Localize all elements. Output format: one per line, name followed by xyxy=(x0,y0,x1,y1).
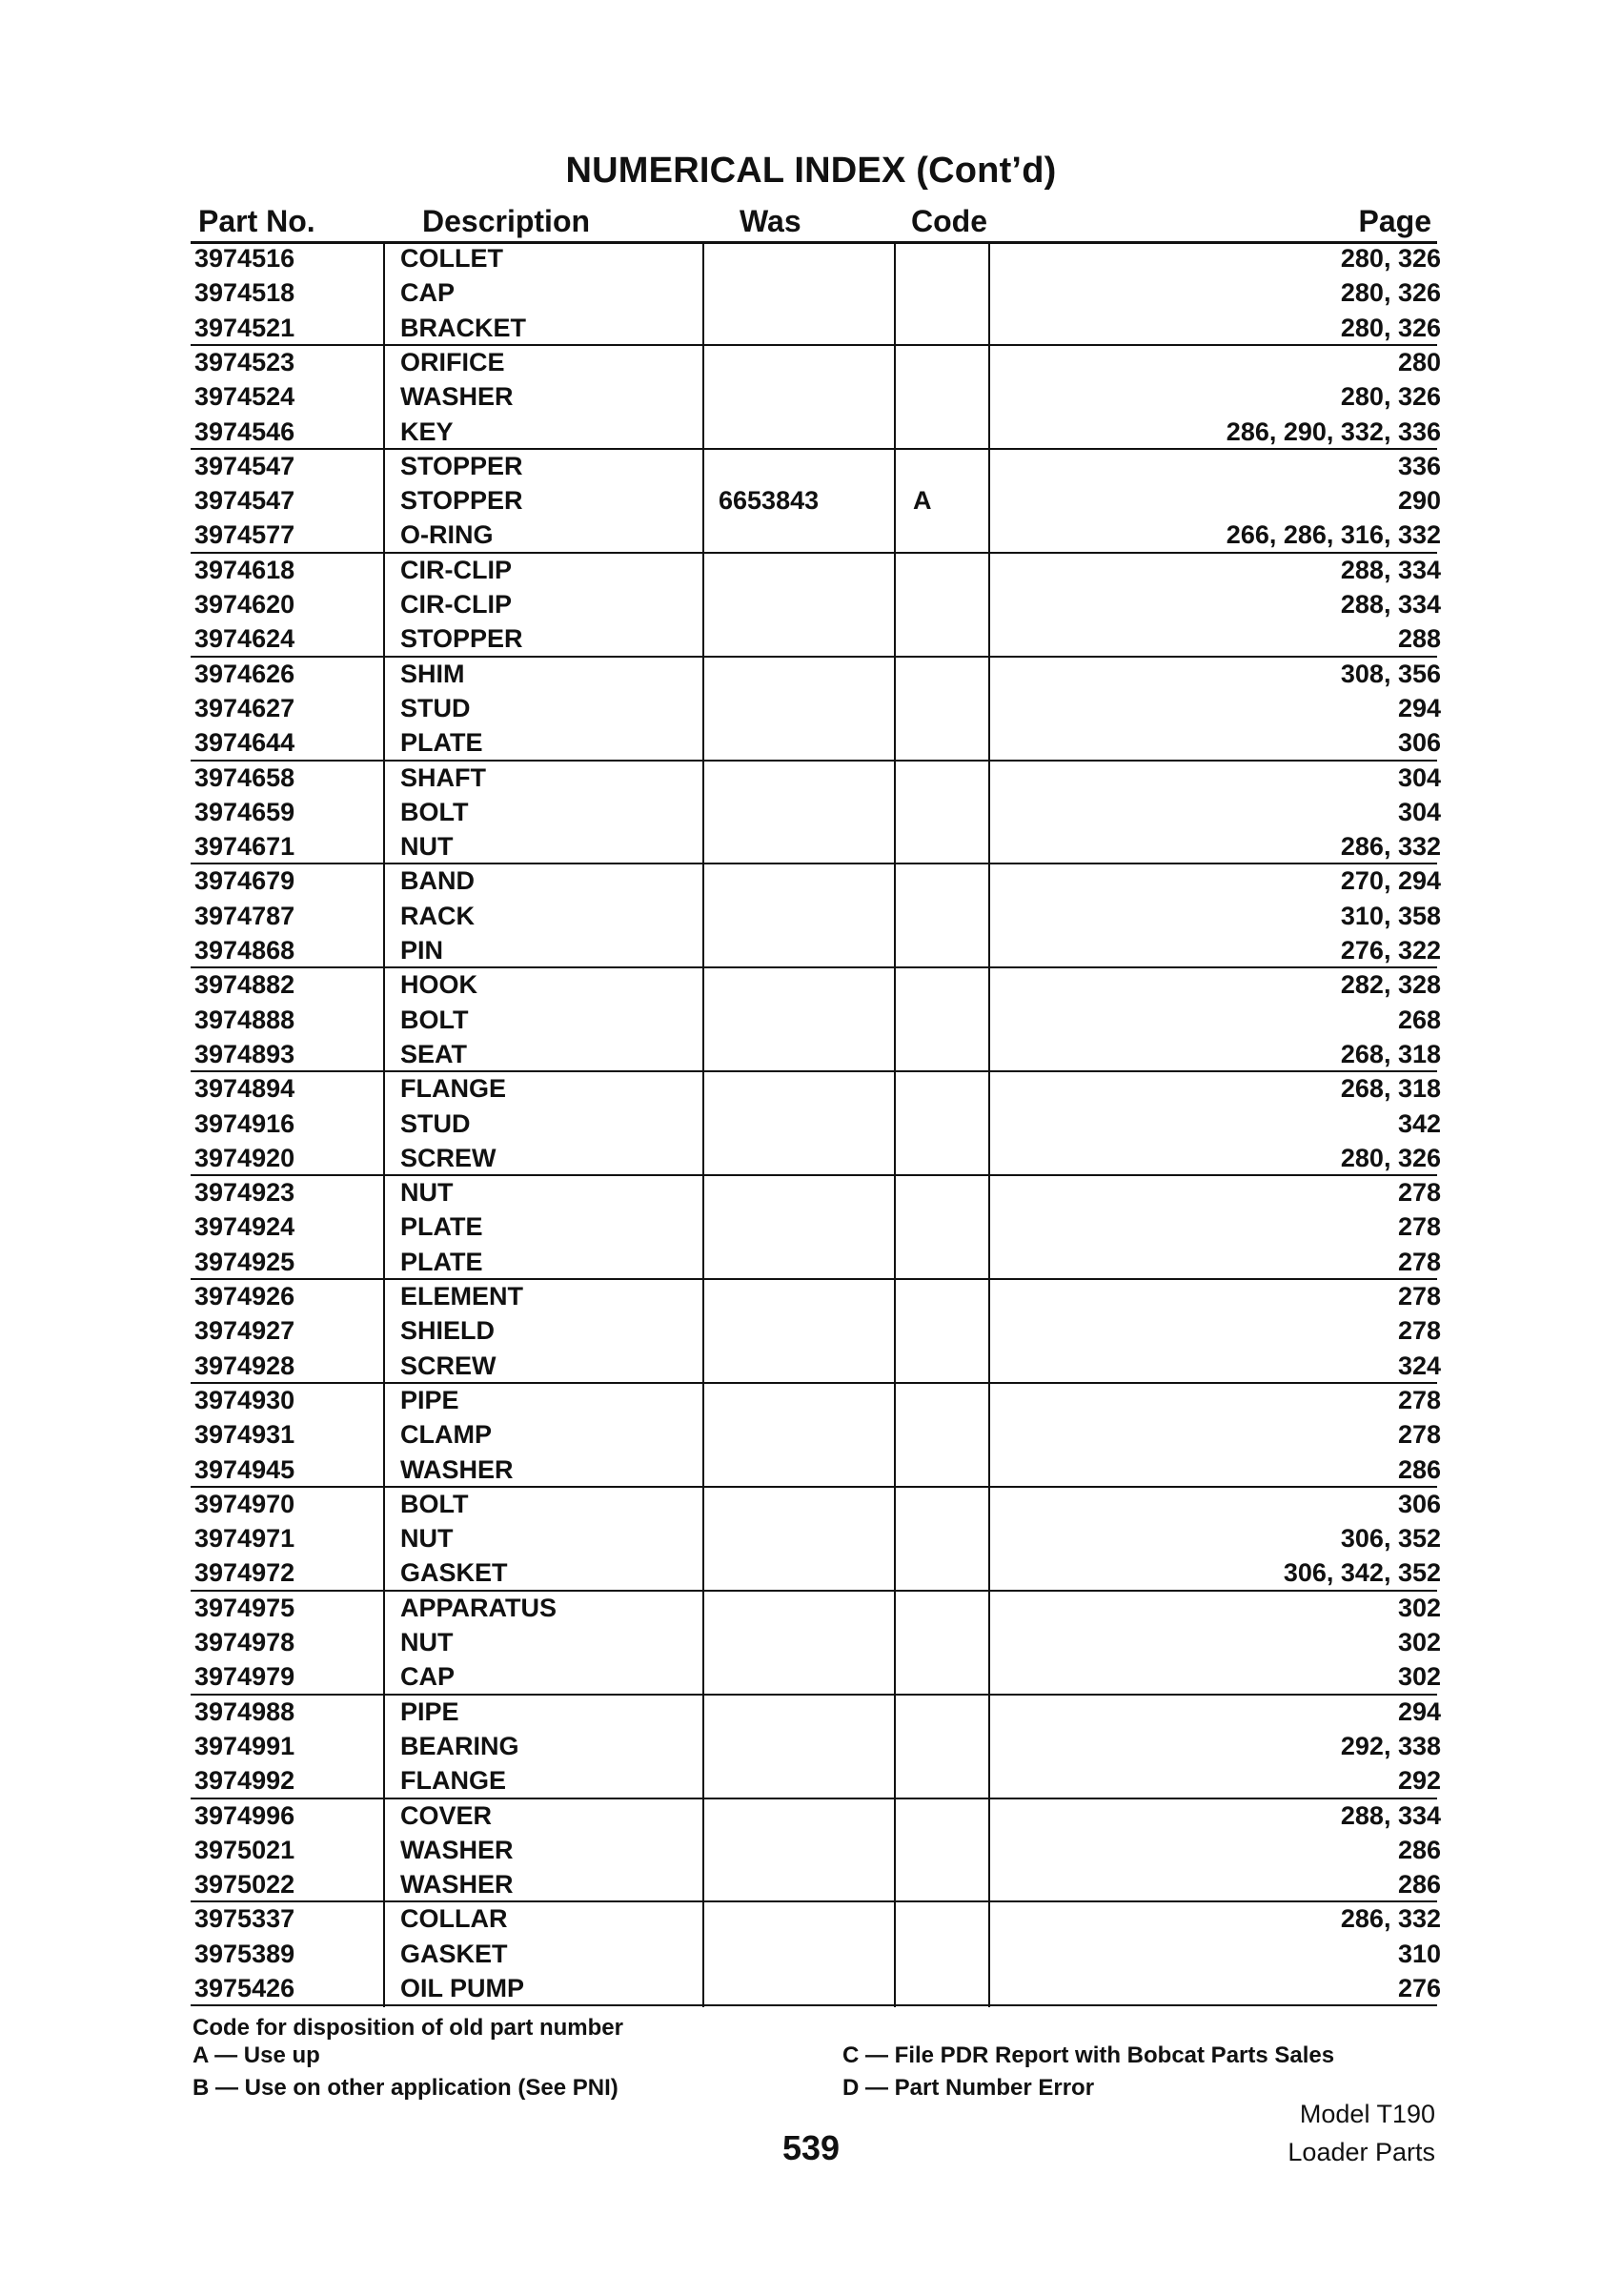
page-cell: 268, 318 xyxy=(1340,1074,1441,1104)
part-number-cell: 3975021 xyxy=(194,1835,295,1864)
description-cell: BOLT xyxy=(400,797,469,826)
description-cell: COLLAR xyxy=(400,1904,508,1934)
part-number-cell: 3974868 xyxy=(194,936,295,965)
page-cell: 278 xyxy=(1397,1316,1441,1346)
description-cell: SCREW xyxy=(400,1351,497,1380)
description-cell: BEARING xyxy=(400,1731,519,1760)
legend-code-a: A — Use up xyxy=(193,2042,320,2068)
page-cell: 304 xyxy=(1397,797,1441,826)
description-cell: NUT xyxy=(400,832,454,862)
page-cell: 308, 356 xyxy=(1340,659,1441,688)
footer-section: Loader Parts xyxy=(1287,2138,1435,2166)
column-header-page: Page xyxy=(1358,204,1431,238)
description-cell: CIR-CLIP xyxy=(400,590,512,619)
part-number-cell: 3974970 xyxy=(194,1489,295,1518)
part-number-cell: 3974882 xyxy=(194,970,295,1000)
part-number-cell: 3974624 xyxy=(194,624,295,654)
page-cell: 306, 342, 352 xyxy=(1283,1558,1441,1588)
description-cell: WASHER xyxy=(400,1454,514,1484)
description-cell: APPARATUS xyxy=(400,1593,558,1622)
page-cell: 282, 328 xyxy=(1340,970,1441,1000)
description-cell: STUD xyxy=(400,1108,471,1138)
description-cell: OIL PUMP xyxy=(400,1974,525,2002)
description-cell: BAND xyxy=(400,866,475,896)
group-rule xyxy=(191,344,1437,346)
page-cell: 294 xyxy=(1397,1697,1441,1726)
legend-code-b: B — Use on other application (See PNI) xyxy=(193,2075,618,2101)
page-cell: 294 xyxy=(1397,693,1441,722)
group-rule xyxy=(191,552,1437,554)
part-number-cell: 3974787 xyxy=(194,901,295,930)
group-rule xyxy=(191,966,1437,968)
description-cell: PLATE xyxy=(400,728,483,758)
group-rule xyxy=(191,760,1437,762)
description-cell: PLATE xyxy=(400,1247,483,1276)
part-number-cell: 3974577 xyxy=(194,520,295,550)
column-divider xyxy=(702,243,704,2007)
page-cell: 304 xyxy=(1397,762,1441,792)
description-cell: SHIELD xyxy=(400,1316,496,1346)
part-number-cell: 3974972 xyxy=(194,1558,295,1588)
was-cell: 6653843 xyxy=(719,486,820,516)
description-cell: STOPPER xyxy=(400,486,523,516)
description-cell: NUT xyxy=(400,1524,454,1554)
page-cell: 288 xyxy=(1397,624,1441,654)
part-number-cell: 3974516 xyxy=(194,244,295,273)
description-cell: FLANGE xyxy=(400,1766,506,1796)
group-rule xyxy=(191,1590,1437,1592)
part-number-cell: 3974547 xyxy=(194,486,295,516)
legend-heading: Code for disposition of old part number xyxy=(193,2015,623,2041)
description-cell: GASKET xyxy=(400,1939,508,1968)
column-header-code: Code xyxy=(911,204,987,238)
part-number-cell: 3975337 xyxy=(194,1904,295,1934)
page-cell: 268, 318 xyxy=(1340,1039,1441,1068)
page-cell: 302 xyxy=(1397,1593,1441,1622)
part-number-cell: 3974659 xyxy=(194,797,295,826)
part-number-cell: 3974992 xyxy=(194,1766,295,1796)
part-number-cell: 3974971 xyxy=(194,1524,295,1554)
description-cell: BOLT xyxy=(400,1489,469,1518)
group-rule xyxy=(191,863,1437,864)
description-cell: NUT xyxy=(400,1178,454,1208)
description-cell: CIR-CLIP xyxy=(400,555,512,584)
part-number-cell: 3974996 xyxy=(194,1800,295,1830)
part-number-cell: 3974928 xyxy=(194,1351,295,1380)
description-cell: O-RING xyxy=(400,520,494,550)
description-cell: STUD xyxy=(400,693,471,722)
description-cell: CAP xyxy=(400,1662,456,1692)
description-cell: WASHER xyxy=(400,1835,514,1864)
page-cell: 292, 338 xyxy=(1340,1731,1441,1760)
page-cell: 286, 290, 332, 336 xyxy=(1226,417,1441,446)
page-cell: 336 xyxy=(1397,451,1441,480)
page-cell: 270, 294 xyxy=(1340,866,1441,896)
description-cell: CLAMP xyxy=(400,1420,492,1450)
part-number-cell: 3974644 xyxy=(194,728,295,758)
description-cell: COVER xyxy=(400,1800,493,1830)
page-cell: 268 xyxy=(1397,1005,1441,1034)
legend-code-d: D — Part Number Error xyxy=(842,2075,1095,2101)
part-number-cell: 3974518 xyxy=(194,278,295,308)
group-rule xyxy=(191,448,1437,450)
page-number: 539 xyxy=(781,2128,841,2167)
description-cell: FLANGE xyxy=(400,1074,506,1104)
page-cell: 280, 326 xyxy=(1340,313,1441,342)
description-cell: WASHER xyxy=(400,382,514,412)
column-divider xyxy=(988,243,990,2007)
part-number-cell: 3975022 xyxy=(194,1870,295,1900)
part-number-cell: 3974924 xyxy=(194,1212,295,1242)
part-number-cell: 3974991 xyxy=(194,1731,295,1760)
description-cell: SHAFT xyxy=(400,762,486,792)
part-number-cell: 3974679 xyxy=(194,866,295,896)
page-cell: 280 xyxy=(1397,347,1441,376)
column-header-description: Description xyxy=(422,204,591,238)
page-cell: 278 xyxy=(1397,1385,1441,1414)
column-divider xyxy=(383,243,385,2007)
page-cell: 306, 352 xyxy=(1340,1524,1441,1554)
description-cell: BRACKET xyxy=(400,313,526,342)
part-number-cell: 3974547 xyxy=(194,451,295,480)
page-title: NUMERICAL INDEX (Cont’d) xyxy=(565,151,1057,191)
description-cell: COLLET xyxy=(400,244,503,273)
page-cell: 292 xyxy=(1397,1766,1441,1796)
description-cell: STOPPER xyxy=(400,624,523,654)
page-cell: 290 xyxy=(1397,486,1441,516)
group-rule xyxy=(191,1798,1437,1799)
page-cell: 342 xyxy=(1397,1108,1441,1138)
footer-model: Model T190 xyxy=(1299,2100,1435,2128)
page-cell: 286 xyxy=(1397,1835,1441,1864)
group-rule xyxy=(191,1900,1437,1902)
part-number-cell: 3974893 xyxy=(194,1039,295,1068)
page-cell: 288, 334 xyxy=(1340,555,1441,584)
page-cell: 280, 326 xyxy=(1340,1143,1441,1172)
group-rule xyxy=(191,1694,1437,1696)
description-cell: PIPE xyxy=(400,1385,459,1414)
column-header-was: Was xyxy=(740,204,801,238)
part-number-cell: 3974894 xyxy=(194,1074,295,1104)
description-cell: SCREW xyxy=(400,1143,497,1172)
page-cell: 288, 334 xyxy=(1340,590,1441,619)
part-number-cell: 3974926 xyxy=(194,1282,295,1311)
description-cell: SEAT xyxy=(400,1039,468,1068)
group-rule xyxy=(191,1070,1437,1072)
page-cell: 310, 358 xyxy=(1340,901,1441,930)
page-cell: 306 xyxy=(1397,1489,1441,1518)
column-divider xyxy=(894,243,896,2007)
page-cell: 278 xyxy=(1397,1247,1441,1276)
header-rule xyxy=(191,241,1437,244)
page-cell: 280, 326 xyxy=(1340,244,1441,273)
page-cell: 278 xyxy=(1397,1178,1441,1208)
part-number-cell: 3974521 xyxy=(194,313,295,342)
group-rule xyxy=(191,1486,1437,1488)
code-cell: A xyxy=(913,486,932,516)
part-number-cell: 3974888 xyxy=(194,1005,295,1034)
page-cell: 280, 326 xyxy=(1340,382,1441,412)
page-cell: 302 xyxy=(1397,1662,1441,1692)
part-number-cell: 3974524 xyxy=(194,382,295,412)
part-number-cell: 3974671 xyxy=(194,832,295,862)
description-cell: ELEMENT xyxy=(400,1282,524,1311)
page-cell: 286 xyxy=(1397,1870,1441,1900)
part-number-cell: 3974925 xyxy=(194,1247,295,1276)
part-number-cell: 3974988 xyxy=(194,1697,295,1726)
part-number-cell: 3974546 xyxy=(194,417,295,446)
description-cell: GASKET xyxy=(400,1558,508,1588)
page-cell: 302 xyxy=(1397,1628,1441,1656)
column-header-part-no: Part No. xyxy=(198,204,315,238)
part-number-cell: 3974620 xyxy=(194,590,295,619)
description-cell: PLATE xyxy=(400,1212,483,1242)
page-cell: 324 xyxy=(1397,1351,1441,1380)
part-number-cell: 3974658 xyxy=(194,762,295,792)
page-cell: 286, 332 xyxy=(1340,832,1441,862)
page-cell: 278 xyxy=(1397,1420,1441,1450)
description-cell: NUT xyxy=(400,1628,454,1656)
group-rule xyxy=(191,2004,1437,2006)
group-rule xyxy=(191,1174,1437,1176)
group-rule xyxy=(191,1278,1437,1280)
description-cell: RACK xyxy=(400,901,475,930)
page-cell: 286 xyxy=(1397,1454,1441,1484)
page-cell: 310 xyxy=(1397,1939,1441,1968)
description-cell: BOLT xyxy=(400,1005,469,1034)
part-number-cell: 3974979 xyxy=(194,1662,295,1692)
description-cell: STOPPER xyxy=(400,451,523,480)
description-cell: PIPE xyxy=(400,1697,459,1726)
group-rule xyxy=(191,1382,1437,1384)
part-number-cell: 3975426 xyxy=(194,1974,295,2002)
page-cell: 288, 334 xyxy=(1340,1800,1441,1830)
part-number-cell: 3974931 xyxy=(194,1420,295,1450)
part-number-cell: 3974945 xyxy=(194,1454,295,1484)
part-number-cell: 3974916 xyxy=(194,1108,295,1138)
page-cell: 278 xyxy=(1397,1212,1441,1242)
description-cell: ORIFICE xyxy=(400,347,505,376)
part-number-cell: 3974975 xyxy=(194,1593,295,1622)
part-number-cell: 3974930 xyxy=(194,1385,295,1414)
page-cell: 266, 286, 316, 332 xyxy=(1226,520,1441,550)
legend-code-c: C — File PDR Report with Bobcat Parts Sales xyxy=(842,2042,1335,2068)
page-cell: 280, 326 xyxy=(1340,278,1441,308)
part-number-cell: 3974618 xyxy=(194,555,295,584)
page-cell: 276, 322 xyxy=(1340,936,1441,965)
page-cell: 306 xyxy=(1397,728,1441,758)
page-cell: 286, 332 xyxy=(1340,1904,1441,1934)
part-number-cell: 3974920 xyxy=(194,1143,295,1172)
part-number-cell: 3975389 xyxy=(194,1939,295,1968)
description-cell: HOOK xyxy=(400,970,477,1000)
description-cell: PIN xyxy=(400,936,444,965)
description-cell: WASHER xyxy=(400,1870,514,1900)
description-cell: KEY xyxy=(400,417,454,446)
page-cell: 278 xyxy=(1397,1282,1441,1311)
part-number-cell: 3974523 xyxy=(194,347,295,376)
description-cell: CAP xyxy=(400,278,456,308)
group-rule xyxy=(191,656,1437,658)
part-number-cell: 3974627 xyxy=(194,693,295,722)
part-number-cell: 3974626 xyxy=(194,659,295,688)
part-number-cell: 3974923 xyxy=(194,1178,295,1208)
part-number-cell: 3974927 xyxy=(194,1316,295,1346)
part-number-cell: 3974978 xyxy=(194,1628,295,1656)
page-cell: 276 xyxy=(1397,1974,1441,2002)
description-cell: SHIM xyxy=(400,659,465,688)
